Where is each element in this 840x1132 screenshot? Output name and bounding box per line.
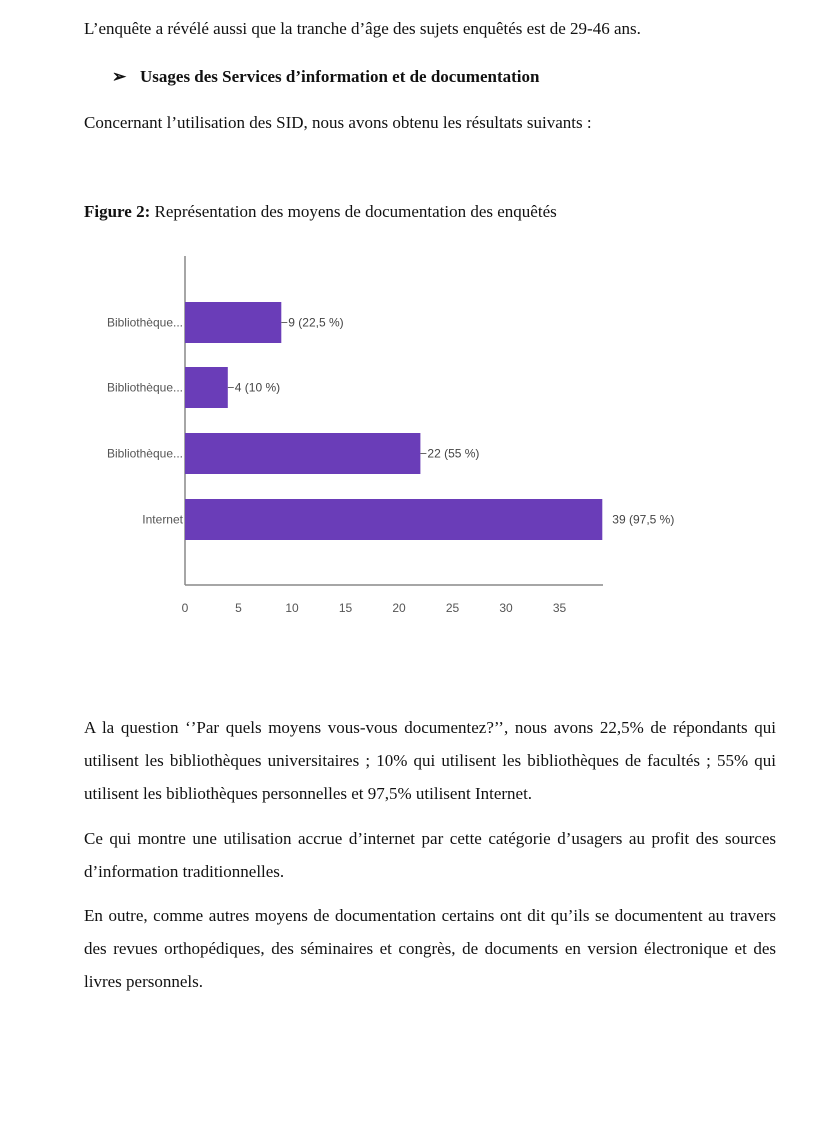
figure-title: Représentation des moyens de documentation des enquêtés bbox=[154, 202, 557, 221]
sid-intro-paragraph: Concernant l’utilisation des SID, nous avons obtenu les résultats suivants : bbox=[84, 113, 592, 132]
category-label: Bibliothèque... bbox=[106, 315, 183, 330]
bar bbox=[185, 367, 228, 408]
data-label: 39 (97,5 %) bbox=[612, 512, 675, 527]
bar bbox=[185, 302, 281, 343]
category-label: Internet bbox=[142, 512, 183, 527]
section-heading bbox=[112, 60, 539, 93]
x-tick-label: 0 bbox=[181, 601, 189, 615]
bar-chart bbox=[0, 240, 840, 640]
data-label: 4 (10 %) bbox=[234, 380, 281, 395]
category-label: Bibliothèque... bbox=[106, 446, 183, 461]
x-tick-label: 15 bbox=[338, 601, 353, 615]
x-tick-label: 10 bbox=[285, 601, 299, 615]
x-tick-label: 25 bbox=[445, 601, 460, 615]
arrow-bullet-icon: ➢ bbox=[112, 67, 127, 86]
x-tick-label: 5 bbox=[235, 601, 242, 615]
data-label: 9 (22,5 %) bbox=[288, 315, 344, 330]
bar bbox=[185, 499, 602, 540]
section-heading-text: Usages des Services d’information et de documentation bbox=[140, 67, 540, 86]
category-label: Bibliothèque... bbox=[106, 380, 183, 395]
x-tick-label: 35 bbox=[552, 601, 567, 615]
x-tick-label: 20 bbox=[392, 601, 406, 615]
bar bbox=[185, 433, 420, 474]
x-tick-label: 30 bbox=[499, 601, 513, 615]
figure-caption bbox=[84, 195, 557, 228]
question-paragraph: A la question ‘’Par quels moyens vous-vous documentez?’’, nous avons 22,5% de répondants qui utilisent les bibliothèques universitaires ; 10% qui utilisent les bibliothèques de facultés ; 55% qui utilisent les bibliothèques personnelles et 97,5% utilisent Internet. bbox=[84, 718, 776, 803]
data-label: 22 (55 %) bbox=[427, 446, 480, 461]
other-means-paragraph: En outre, comme autres moyens de documentation certains ont dit qu’ils se documentent au travers des revues orthopédiques, des séminaires et congrès, de documents en version électronique et des livres personnels. bbox=[84, 906, 776, 991]
conclusion-paragraph: Ce qui montre une utilisation accrue d’internet par cette catégorie d’usagers au profit des sources d’information traditionnelles. bbox=[84, 829, 776, 881]
figure-label: Figure 2: bbox=[84, 202, 151, 221]
intro-paragraph: L’enquête a révélé aussi que la tranche d’âge des sujets enquêtés est de 29-46 ans. bbox=[84, 19, 641, 38]
